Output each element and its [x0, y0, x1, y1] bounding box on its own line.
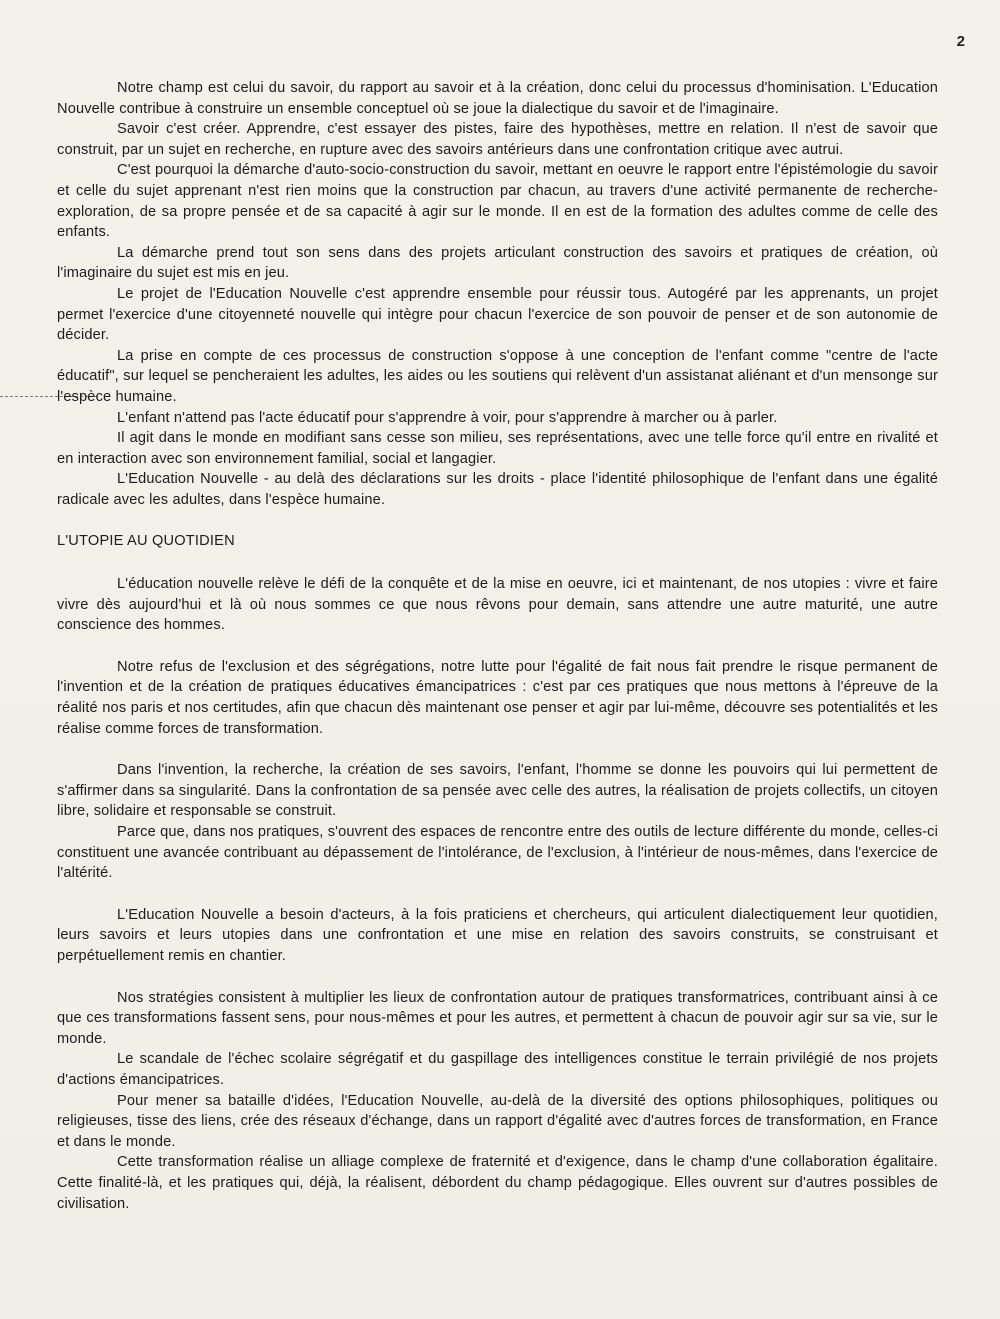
paragraph: Notre refus de l'exclusion et des ségrégations, notre lutte pour l'égalité de fait nous fait prendre le risque permanent de l'invention et de la création de pratiques éducatives émancipatrices : c'est par ces pratiques que nous mettons à l'épreuve de la réalité nos paris et nos certitudes, afin que chacun dès maintenant ose penser et agir par lui-même, découvre ses potentialités et les réalise comme forces de transformation.	[57, 658, 938, 737]
paragraph: La prise en compte de ces processus de construction s'oppose à une conception de l'enfant comme "centre de l'acte éducatif", sur lequel se pencheraient les adultes, les aides ou les soutiens qui relèvent d'un assistanat aliénant et d'un mensonge sur l'espèce humaine.	[57, 347, 938, 405]
paragraph: Notre champ est celui du savoir, du rapport au savoir et à la création, donc celui du processus d'hominisation. L'Education Nouvelle contribue à construire un ensemble conceptuel où se joue la dialectique du savoir et de l'imaginaire.	[57, 80, 938, 117]
paragraph: Dans l'invention, la recherche, la création de ses savoirs, l'enfant, l'homme se donne les pouvoirs qui lui permettent de s'affirmer dans sa singularité. Dans la confrontation de sa pensée avec celle des autres, la réalisation de projets collectifs, un citoyen libre, solidaire et responsable se construit.	[57, 762, 938, 820]
paragraph: Savoir c'est créer. Apprendre, c'est essayer des pistes, faire des hypothèses, mettre en relation. Il n'est de savoir que construit, par un sujet en recherche, en rupture avec des savoirs antérieurs dans une confrontation critique avec autrui.	[57, 121, 938, 158]
paragraph: Cette transformation réalise un alliage complexe de fraternité et d'exigence, dans le champ d'une collaboration égalitaire. Cette finalité-là, et les pratiques qui, déjà, la réalisent, débordent du champ pédagogique. Elles ouvrent sur d'autres possibles de civilisation.	[57, 1154, 938, 1212]
document-body	[57, 78, 938, 1214]
paragraph: L'Education Nouvelle a besoin d'acteurs, à la fois praticiens et chercheurs, qui articulent dialectiquement leur quotidien, leurs savoirs et leurs utopies dans une confrontation et une mise en relation des savoirs construits, se construisant et perpétuellement remis en chantier.	[57, 906, 938, 964]
paragraph: L'éducation nouvelle relève le défi de la conquête et de la mise en oeuvre, ici et maintenant, de nos utopies : vivre et faire vivre dès aujourd'hui et là où nous sommes ce que nous rêvons pour demain, sans attendre une autre maturité, une autre conscience des hommes.	[57, 576, 938, 634]
paragraph: Parce que, dans nos pratiques, s'ouvrent des espaces de rencontre entre des outils de lecture différente du monde, celles-ci constituent une avancée contribuant au dépassement de l'intolérance, de l'exclusion, à l'intérieur de nous-mêmes, dans l'exercice de l'altérité.	[57, 824, 939, 882]
section-heading: L'UTOPIE AU QUOTIDIEN	[57, 533, 235, 550]
paragraph: C'est pourquoi la démarche d'auto-socio-construction du savoir, mettant en oeuvre le rapport entre l'épistémologie du savoir et celle du sujet apprenant n'est rien moins que la construction par chacun, au travers d'une activité permanente de recherche-exploration, de sa propre pensée et de sa capacité à agir sur le monde. Il en est de la formation des adultes comme de celle des enfants.	[57, 162, 938, 241]
paragraph: L'enfant n'attend pas l'acte éducatif pour s'apprendre à voir, pour s'apprendre à marcher ou à parler.	[117, 409, 778, 426]
paragraph: L'Education Nouvelle - au delà des déclarations sur les droits - place l'identité philosophique de l'enfant dans une égalité radicale avec les adultes, dans l'espèce humaine.	[57, 471, 938, 508]
paragraph: La démarche prend tout son sens dans des projets articulant construction des savoirs et pratiques de création, où l'imaginaire du sujet est mis en jeu.	[57, 244, 938, 282]
paragraph: Pour mener sa bataille d'idées, l'Education Nouvelle, au-delà de la diversité des options philosophiques, politiques ou religieuses, tisse des liens, crée des réseaux d'échange, dans un rapport d'égalité avec d'autres forces de transformation, en France et dans le monde.	[57, 1092, 938, 1150]
paragraph: Nos stratégies consistent à multiplier les lieux de confrontation autour de pratiques transformatrices, contribuant ainsi à ce que ces transformations fassent sens, pour nous-mêmes et pour les autres, et permettent à chacun de pouvoir agir sur sa vie, sur le monde.	[57, 989, 938, 1047]
paragraph: Il agit dans le monde en modifiant sans cesse son milieu, ses représentations, avec une telle force qu'il entre en rivalité et en interaction avec son environnement familial, social et langagier.	[57, 430, 938, 467]
paragraph: Le projet de l'Education Nouvelle c'est apprendre ensemble pour réussir tous. Autogéré par les apprenants, un projet permet l'exercice d'une citoyenneté nouvelle qui intègre pour chacun l'exercice de son pouvoir de penser et de son autonomie de décider.	[57, 285, 938, 344]
page-number: 2	[956, 33, 965, 50]
paragraph: Le scandale de l'échec scolaire ségrégatif et du gaspillage des intelligences constitue le terrain privilégié de nos projets d'actions émancipatrices.	[57, 1051, 938, 1088]
